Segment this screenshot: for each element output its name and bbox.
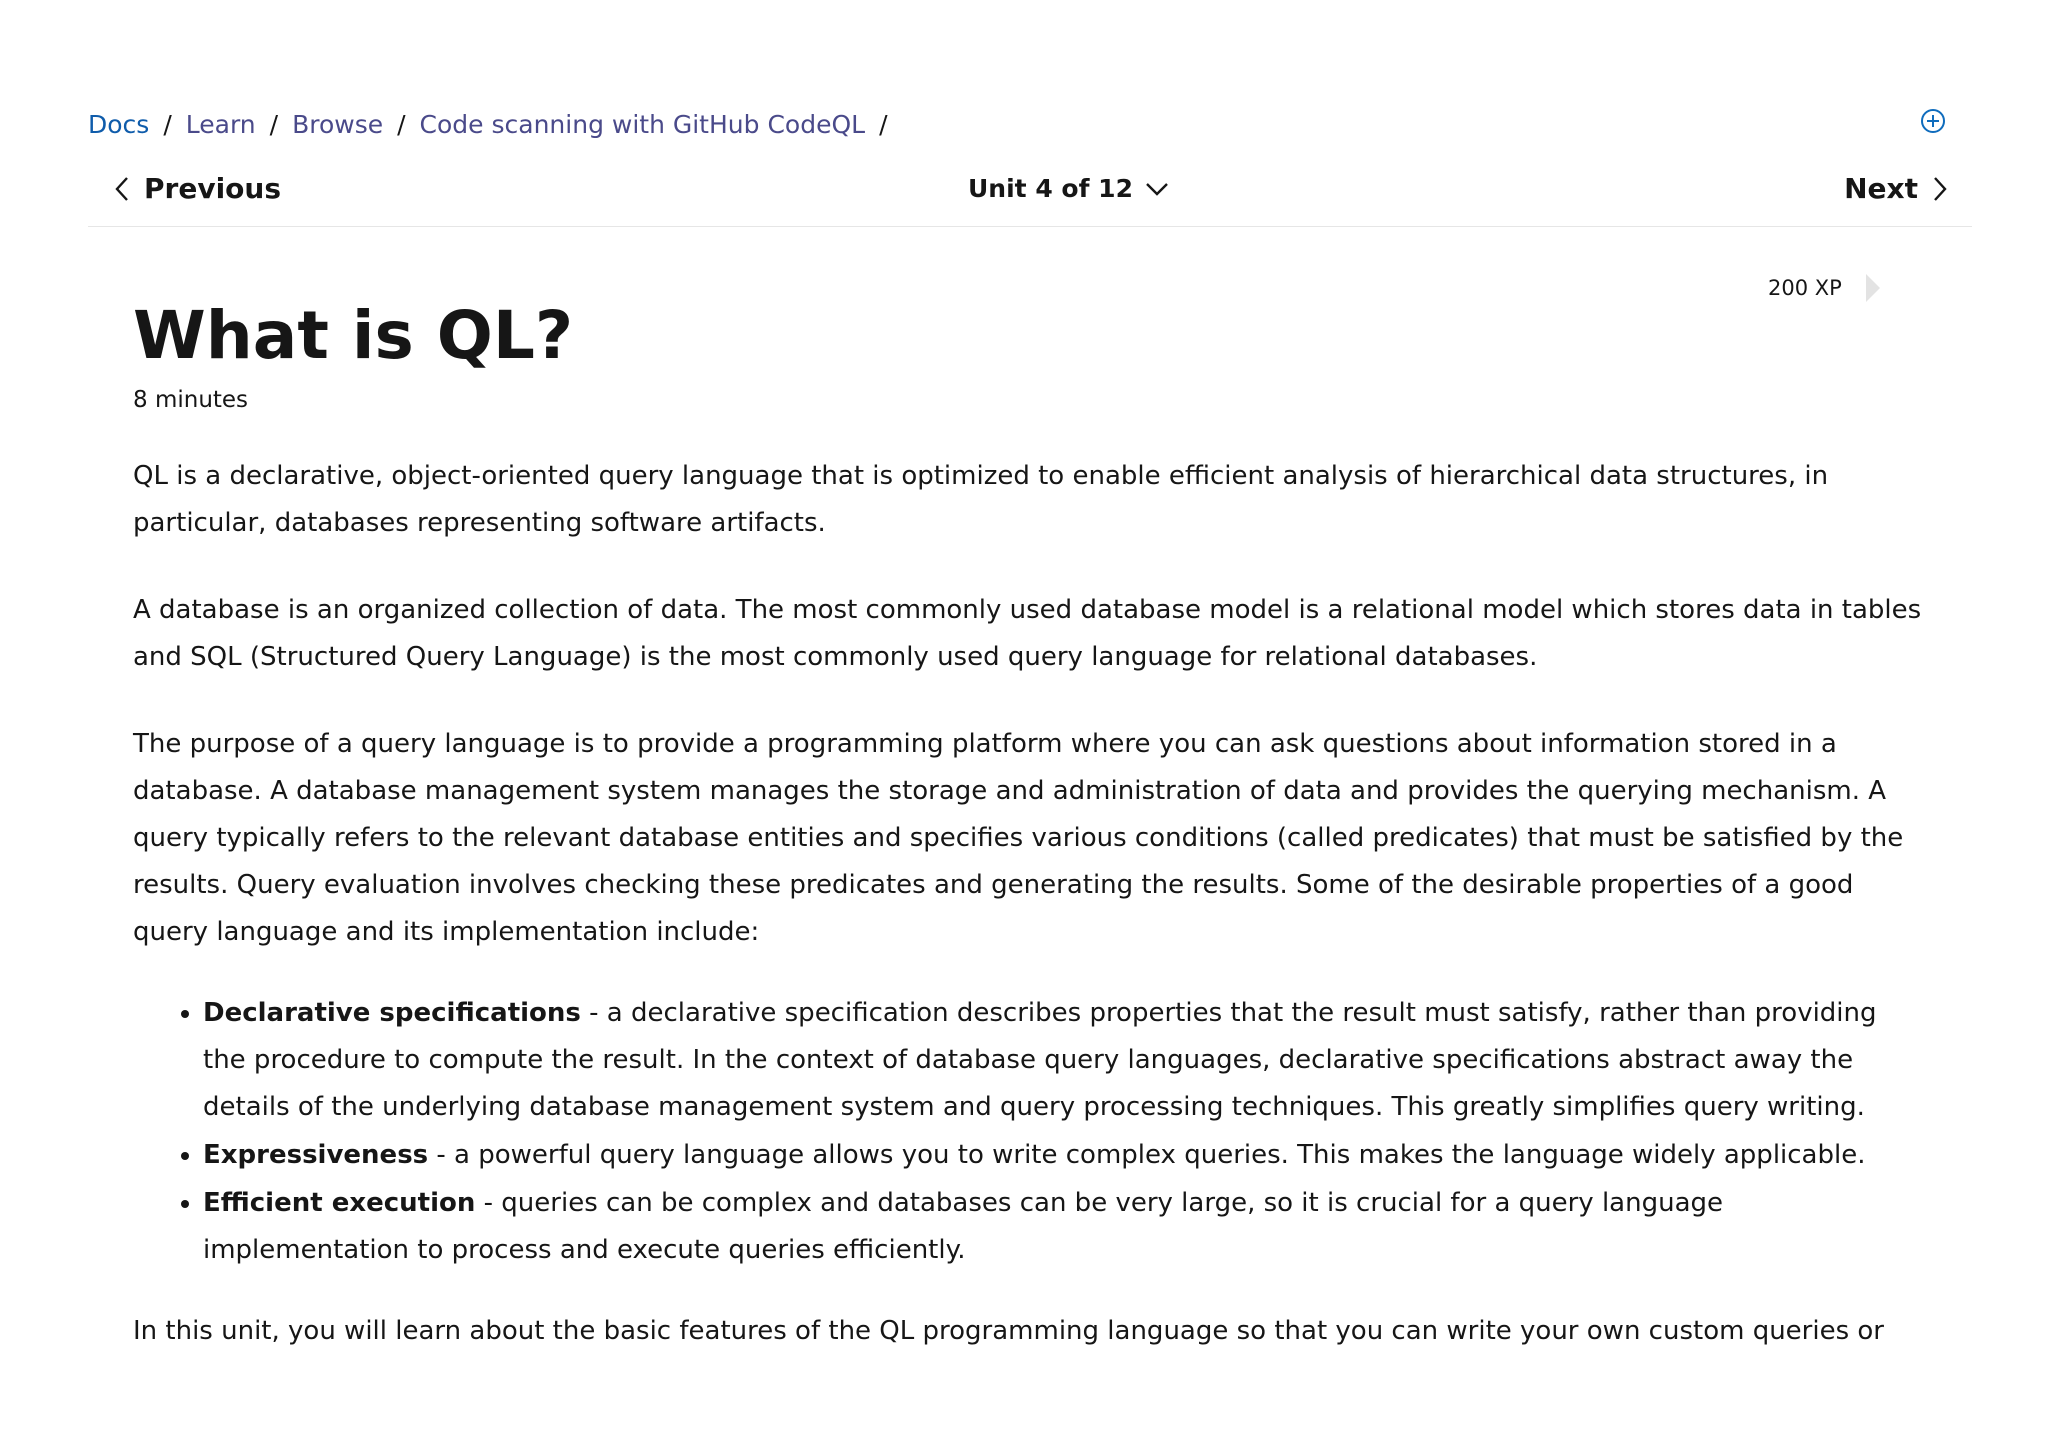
unit-content — [133, 297, 1923, 1355]
list-item-text: - a powerful query language allows you to write complex queries. This makes the language widely applicable. — [428, 1139, 1866, 1170]
breadcrumb — [88, 104, 902, 144]
add-collection-button[interactable] — [1918, 106, 1948, 136]
list-item-term: Expressiveness — [203, 1139, 429, 1170]
chevron-down-icon — [1145, 181, 1169, 197]
list-item — [203, 1132, 1923, 1179]
plus-circle-icon — [1919, 107, 1947, 135]
previous-button[interactable] — [114, 172, 281, 205]
list-item — [203, 990, 1923, 1131]
breadcrumb-separator: / — [163, 109, 172, 139]
breadcrumb-browse[interactable]: Browse — [292, 109, 384, 139]
list-item-term: Efficient execution — [203, 1187, 476, 1218]
list-item-text: - queries can be complex and databases can be very large, so it is crucial for a query language implementation to process and execute queries efficiently. — [203, 1187, 1724, 1265]
paragraph-unit-summary: In this unit, you will learn about the basic features of the QL programming language so that you can write your own custom queries or — [133, 1315, 1884, 1346]
breadcrumb-module[interactable]: Code scanning with GitHub CodeQL — [419, 109, 866, 139]
unit-selector[interactable] — [968, 174, 1169, 203]
paragraph-purpose: The purpose of a query language is to provide a programming platform where you can ask questions about information stored in a database. A database management system manages the storage and administration of data and provides the querying mechanism. A query typically refers to the relevant database entities and specifies various conditions (called predicates) that must be satisfied by the results. Query evaluation involves checking these predicates and generating the results. Some of the desirable properties of a good query language and its implementation include: — [133, 728, 1904, 947]
list-item-term: Declarative specifications — [203, 997, 581, 1028]
xp-label: 200 XP — [1768, 276, 1842, 300]
chevron-left-icon — [114, 175, 130, 203]
paragraph-intro: QL is a declarative, object-oriented query language that is optimized to enable efficient analysis of hierarchical data structures, in particular, databases representing software artifacts. — [133, 460, 1829, 538]
list-item-text: - a declarative specification describes properties that the result must satisfy, rather than providing the procedure to compute the result. In the context of database query languages, declarative specifications abstract away the details of the underlying database management system and query processing techniques. This greatly simplifies query writing. — [203, 997, 1877, 1122]
breadcrumb-separator: / — [269, 109, 279, 139]
properties-list — [133, 990, 1923, 1274]
page-title: What is QL? — [133, 297, 574, 374]
breadcrumb-docs[interactable]: Docs — [88, 109, 150, 139]
duration: 8 minutes — [133, 386, 249, 413]
next-button[interactable] — [1844, 172, 1948, 205]
previous-label: Previous — [144, 172, 282, 205]
paragraph-database: A database is an organized collection of data. The most commonly used database model is a relational model which stores data in tables and SQL (Structured Query Language) is the most commonly used query language for relational databases. — [133, 594, 1922, 672]
list-item — [203, 1180, 1923, 1274]
chevron-right-icon — [1932, 175, 1948, 203]
breadcrumb-separator: / — [879, 109, 888, 139]
breadcrumb-learn[interactable]: Learn — [185, 109, 256, 139]
breadcrumb-separator: / — [397, 109, 406, 139]
unit-navigation — [88, 166, 1972, 227]
next-label: Next — [1844, 172, 1918, 205]
unit-label: Unit 4 of 12 — [968, 174, 1133, 203]
